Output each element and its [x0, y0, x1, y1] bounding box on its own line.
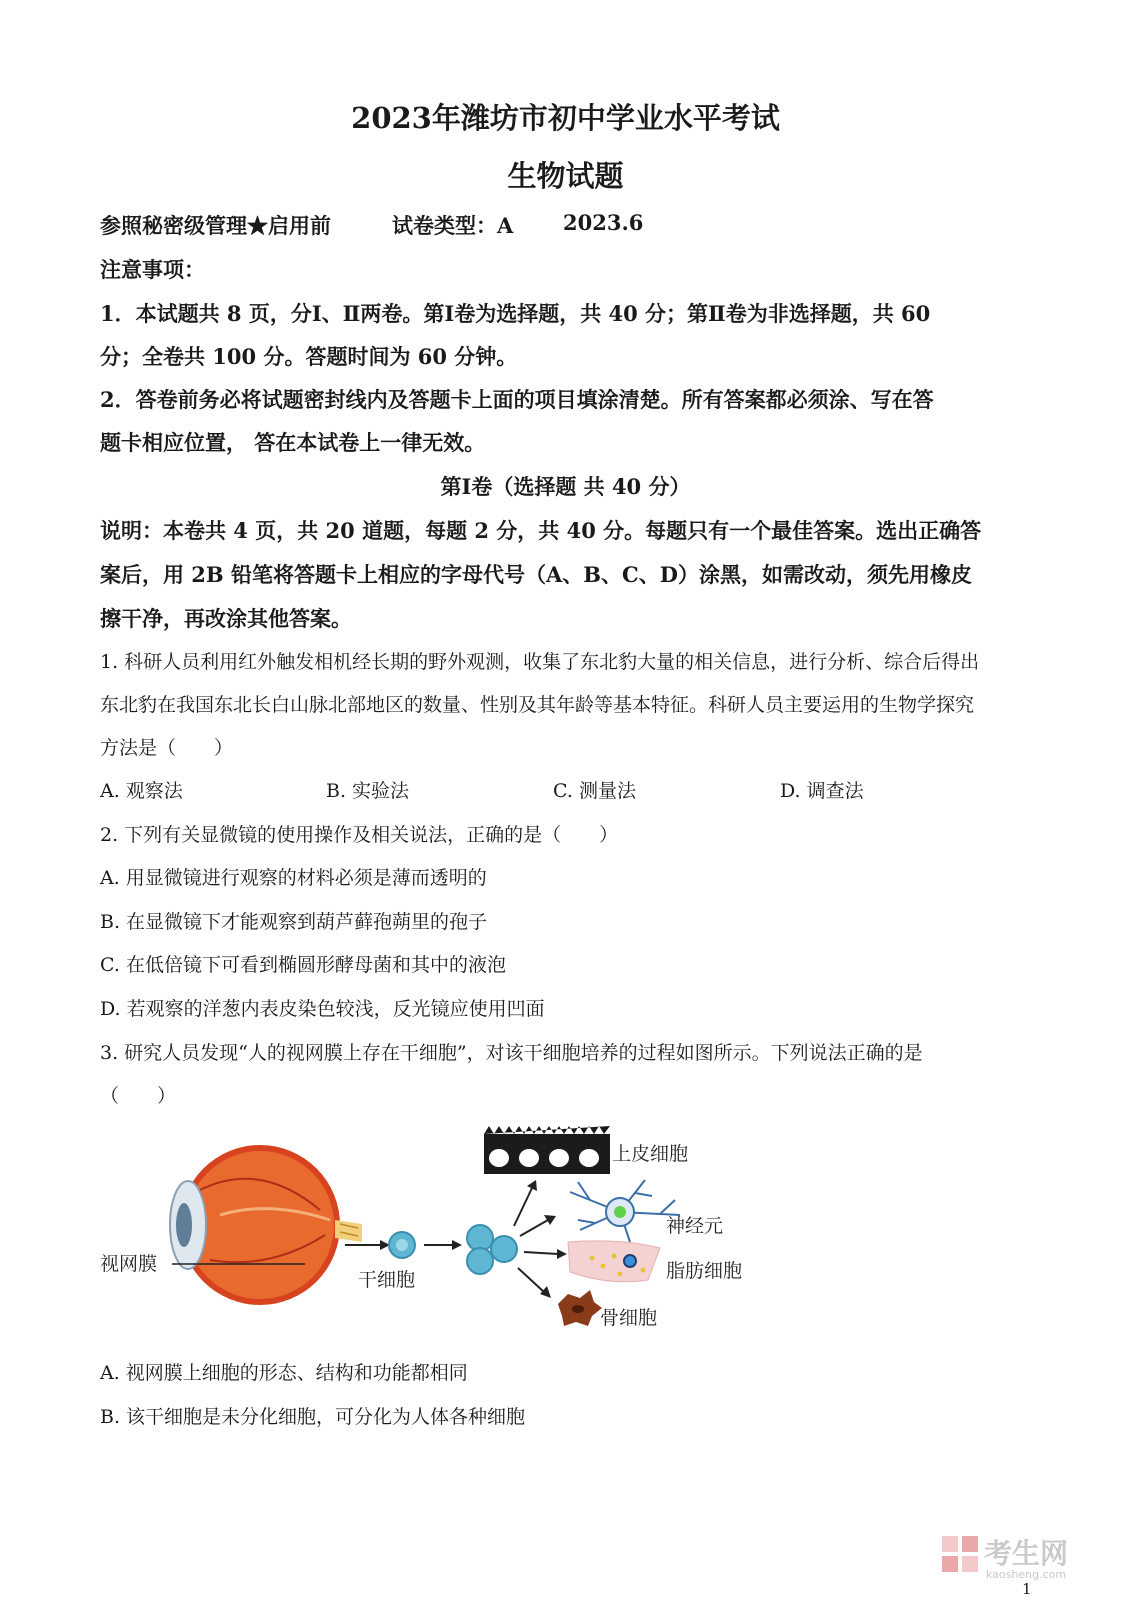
instruction-line: 擦干净，再改涂其他答案。: [100, 606, 352, 631]
label-retina: 视网膜: [100, 1253, 158, 1275]
instruction-line: 说明：本卷共 4 页，共 20 道题，每题 2 分，共 40 分。每题只有一个最佳答案。选出正确答: [100, 518, 982, 543]
note-line: 1．本试题共 8 页，分Ⅰ、Ⅱ两卷。第Ⅰ卷为选择题，共 40 分；第Ⅱ卷为非选择题，共 60: [100, 301, 931, 326]
q1-option-b: B. 实验法: [326, 780, 410, 802]
q1-stem-line: 东北豹在我国东北长白山脉北部地区的数量、性别及其年龄等基本特征。科研人员主要运用的生物学探究: [100, 694, 975, 716]
label-neuron: 神经元: [666, 1215, 724, 1237]
q2-option-b: B. 在显微镜下才能观察到葫芦藓孢蒴里的孢子: [100, 911, 488, 933]
paper-type: 试卷类型：A: [392, 213, 514, 238]
neuron-cell: [570, 1180, 680, 1242]
q1-option-d: D. 调查法: [780, 780, 864, 802]
dividing-cells: [467, 1225, 517, 1274]
q2-option-c: C. 在低倍镜下可看到椭圆形酵母菌和其中的液泡: [100, 954, 506, 976]
label-epithelial: 上皮细胞: [612, 1143, 689, 1165]
fat-cell: [568, 1241, 660, 1282]
page-number: 1: [1022, 1580, 1032, 1598]
exam-date: 2023.6: [563, 210, 644, 235]
exam-title: 2023年潍坊市初中学业水平考试: [351, 101, 780, 135]
watermark-logo: [940, 1528, 1100, 1588]
watermark-url: kaosheng.com: [986, 1568, 1067, 1581]
note-line: 2．答卷前务必将试题密封线内及答题卡上面的项目填涂清楚。所有答案都必须涂、写在答: [100, 387, 934, 412]
epithelial-cells: [484, 1126, 610, 1174]
q2-option-d: D. 若观察的洋葱内表皮染色较浅，反光镜应使用凹面: [100, 998, 545, 1020]
q1-stem-line: 方法是（ ）: [100, 737, 234, 759]
bone-cell: [558, 1290, 602, 1326]
watermark-logo-icon: [940, 1534, 980, 1574]
q1-stem-line: 1. 科研人员利用红外触发相机经长期的野外观测，收集了东北豹大量的相关信息，进行分析、综合后得出: [100, 651, 980, 673]
q3-option-b: B. 该干细胞是未分化细胞，可分化为人体各种细胞: [100, 1406, 526, 1428]
label-fat-cell: 脂肪细胞: [666, 1260, 743, 1282]
q1-option-a: A. 观察法: [100, 780, 183, 802]
q3-stem-line: （ ）: [100, 1085, 177, 1107]
instruction-line: 案后，用 2B 铅笔将答题卡上相应的字母代号（A、B、C、D）涂黑，如需改动，须先用橡皮: [100, 562, 972, 587]
q2-option-a: A. 用显微镜进行观察的材料必须是薄而透明的: [100, 867, 487, 889]
section-title: 第Ⅰ卷（选择题 共 40 分）: [440, 474, 691, 499]
q3-option-a: A. 视网膜上细胞的形态、结构和功能都相同: [100, 1362, 468, 1384]
exam-subtitle: 生物试题: [507, 159, 624, 193]
label-stem-cell: 干细胞: [358, 1269, 416, 1291]
watermark-text: 考生网: [984, 1537, 1069, 1570]
q1-option-c: C. 测量法: [553, 780, 636, 802]
secrecy-label: 参照秘密级管理★启用前: [100, 213, 331, 238]
stem-cell-figure: [100, 1120, 800, 1360]
q3-stem-line: 3. 研究人员发现“人的视网膜上存在干细胞”，对该干细胞培养的过程如图所示。下列说法正确的是: [100, 1042, 923, 1064]
label-bone-cell: 骨细胞: [600, 1307, 658, 1329]
note-line: 分；全卷共 100 分。答题时间为 60 分钟。: [100, 344, 518, 369]
q2-stem: 2. 下列有关显微镜的使用操作及相关说法，正确的是（ ）: [100, 824, 619, 846]
note-line: 题卡相应位置， 答在本试卷上一律无效。: [100, 430, 486, 455]
notes-heading: 注意事项：: [100, 257, 205, 282]
eyeball-illustration: [170, 1145, 362, 1305]
